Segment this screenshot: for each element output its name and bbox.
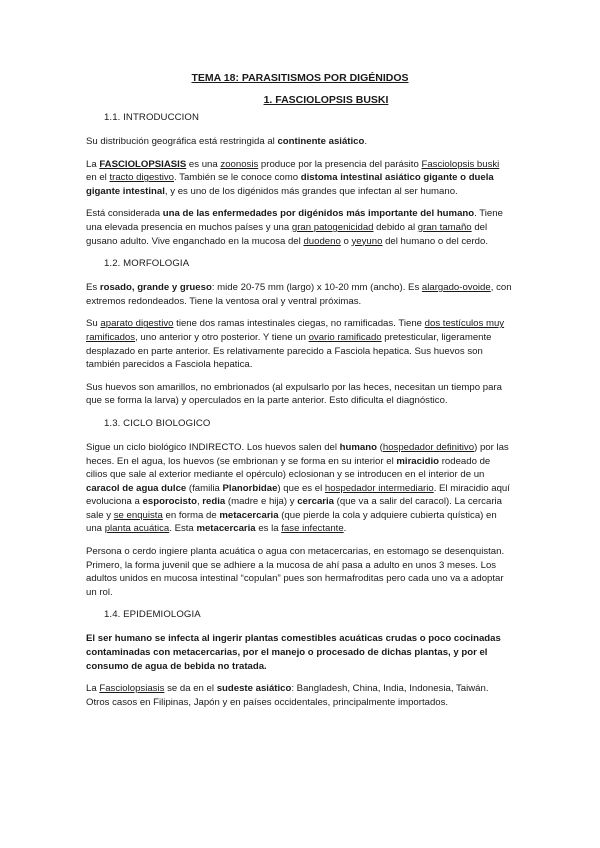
text: Sigue un ciclo biológico INDIRECTO. Los huevos salen del: [86, 441, 340, 453]
text: pretesticular, ligeramente desplazado en parte anterior. Es relativamente parecido a Fasciola hepatica. Sus huevos son también parecidos a Fasciola hepatica.: [86, 331, 492, 371]
text: . También se le conoce como: [174, 172, 301, 184]
text-underline: yeyuno: [351, 235, 383, 247]
text-underline: alargado-ovoide: [421, 282, 491, 294]
text: en forma de: [162, 509, 220, 521]
paragraph-definicion: [86, 158, 512, 199]
text-underline: se enquista: [113, 509, 163, 521]
text-underline: hospedador definitivo: [382, 441, 475, 453]
heading-introduccion: 1.1. INTRODUCCION: [104, 112, 199, 123]
text-underline: Fasciolopsis buski: [421, 158, 500, 170]
heading-epidemiologia: 1.4. EPIDEMIOLOGIA: [104, 609, 201, 621]
text: .: [343, 523, 347, 535]
text-bold: distoma intestinal asiático gigante o duela gigante intestinal: [86, 172, 494, 197]
paragraph-infeccion: [86, 545, 512, 599]
text: es una: [186, 158, 221, 170]
text-underline: Fasciolopsiasis: [99, 683, 165, 695]
paragraph-distribucion-geografica: [86, 682, 512, 709]
text-bold: metacercaria: [219, 509, 279, 521]
text: Su distribución geográfica está restringida al: [86, 136, 278, 147]
text-underline: duodeno: [303, 235, 341, 247]
section-title: 1. FASCIOLOPSIS BUSKI: [263, 94, 389, 106]
text: debido al: [373, 221, 418, 233]
text-bold: humano: [339, 441, 377, 453]
text-underline: fase infectante: [281, 523, 344, 535]
text: (familia: [186, 482, 223, 494]
text: es la: [255, 523, 282, 535]
paragraph-ciclo: [86, 441, 512, 536]
text-underline: gran tamaño: [417, 221, 472, 233]
text: : Bangladesh, China, India, Indonesia, Taiwán. Otros casos en Filipinas, Japón y en países occidentales, principalmente importados.: [86, 683, 489, 708]
text-bold: rosado, grande y grueso: [99, 282, 212, 294]
text: tiene dos ramas intestinales ciegas, no ramificadas. Tiene: [173, 318, 425, 330]
text: Sus huevos son amarillos, no embrionados (al expulsarlo por las heces, necesitan un tiempo para que se forma la larva) y operculados en la parte anterior. Esto dificulta el diagnóstico.: [86, 381, 502, 407]
text: del gusano adulto. Vive enganchado en la mucosa del: [86, 221, 488, 247]
text-underline: ovario ramificado: [308, 331, 382, 343]
text: La: [86, 683, 100, 695]
text-underline: tracto digestivo: [109, 172, 175, 184]
page-title: TEMA 18: PARASITISMOS POR DIGÉNIDOS: [191, 72, 409, 84]
text-underline: zoonosis: [220, 158, 259, 170]
text: . Tiene una elevada presencia en muchos países y una: [86, 208, 503, 233]
text-bold: continente asiático: [277, 136, 365, 147]
paragraph-importancia: [86, 207, 512, 248]
text: o: [340, 235, 352, 247]
text-bold: El ser humano se infecta al ingerir plantas comestibles acuáticas crudas o poco cocinadas contaminadas con metacercarias, por el manejo o procesado de dichas plantas, y por el consumo de agua de bebida no tratada.: [86, 633, 501, 672]
heading-ciclo-biologico: 1.3. CICLO BIOLOGICO: [104, 417, 211, 429]
text: ) por las heces. En el agua, los huevos (se embrionan y se forma en su interior el: [86, 441, 509, 467]
text: ) que es el: [277, 482, 325, 494]
paragraph-anatomia: [86, 317, 512, 371]
text: Está considerada: [86, 208, 163, 220]
text: se da en el: [164, 683, 217, 695]
paragraph-transmision: [86, 632, 512, 673]
text: (que pierde la cola y adquiere cubierta quística) en una: [86, 509, 497, 535]
text-underline: aparato digestivo: [100, 318, 174, 330]
heading-morfologia: 1.2. MORFOLOGIA: [104, 258, 190, 270]
text-bold: metacercaria: [196, 523, 256, 535]
text: Su: [86, 318, 101, 330]
text-bold: cercaria: [297, 496, 335, 508]
text-bold: miracidio: [396, 455, 440, 467]
text: , con extremos redondeados. Tiene la ventosa oral y ventral próximas.: [86, 282, 512, 307]
text: : mide 20-75 mm (largo) x 10-20 mm (ancho). Es: [211, 282, 422, 294]
text: . Esta: [169, 523, 197, 535]
text: (madre e hija) y: [225, 496, 298, 508]
text: La: [86, 158, 100, 170]
text-bold: caracol de agua dulce: [86, 482, 187, 494]
text-bold-underline: FASCIOLOPSIASIS: [99, 158, 187, 170]
text-bold: esporocisto: [142, 496, 197, 508]
document-body: [86, 111, 512, 718]
text: produce por la presencia del parásito: [258, 158, 422, 170]
text-underline: gran patogenicidad: [291, 221, 374, 233]
text-underline: dos testículos muy ramificados: [86, 318, 505, 343]
text: (que va a salir del caracol). La cercaria sale y: [86, 496, 502, 521]
text-underline: planta acuática: [104, 523, 170, 535]
text: , y es uno de los digénidos más grandes que infectan al ser humano.: [164, 185, 458, 197]
text-bold: sudeste asiático: [216, 683, 292, 695]
text-bold: Planorbidae: [222, 482, 278, 494]
text: en el: [86, 172, 110, 184]
paragraph-aspecto: [86, 281, 512, 308]
text: ,: [196, 496, 203, 508]
text: Persona o cerdo ingiere planta acuática o agua con metacercarias, en estomago se desenquistan. Primero, la forma juvenil que se adhiere a la mucosa de ahí pasa a adulto en unos 3 meses. Los adultos unidos en mucosa intestinal “copulan” pues son hermafroditas pero cada uno va a adoptar un rol.: [86, 546, 505, 598]
text-underline: hospedador intermediario: [324, 482, 434, 494]
text-bold: una de las enfermedades por digénidos más importante del humano: [162, 208, 475, 220]
text: (: [376, 441, 383, 453]
paragraph-distribucion: [86, 135, 512, 149]
text: rodeado de cilios que sale al exterior mediante el opérculo) eclosionan y se introducen en el interior de un: [86, 455, 491, 481]
text: . El miracidio aquí evoluciona a: [86, 482, 510, 508]
text-bold: redia: [202, 496, 226, 508]
text: .: [364, 136, 368, 147]
paragraph-huevos: [86, 381, 512, 408]
text: , uno anterior y otro posterior. Y tiene un: [135, 331, 309, 343]
text: Es: [86, 282, 100, 294]
text: del humano o del cerdo.: [382, 235, 489, 247]
